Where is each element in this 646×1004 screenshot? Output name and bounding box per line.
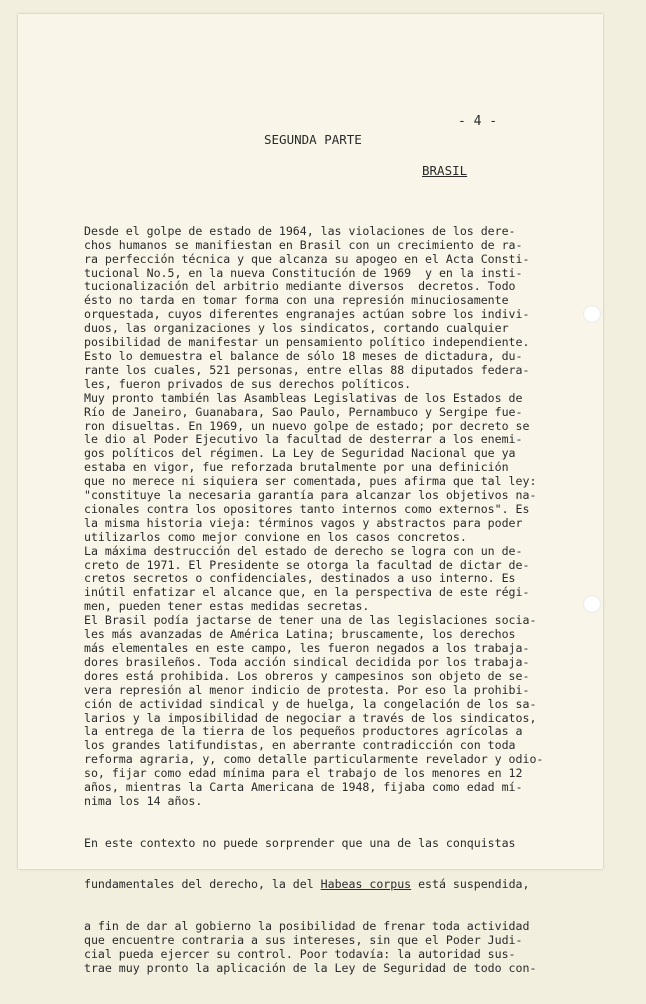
section-title: SEGUNDA PARTE bbox=[264, 132, 362, 147]
body-line: "constituye la necesaria garantía para alcanzar los objetivos na- bbox=[84, 488, 537, 503]
body-line-fragment: está suspendida, bbox=[411, 877, 530, 892]
body-line: les, fueron privados de sus derechos políticos. bbox=[84, 376, 412, 391]
body-line: cretos secretos o confidenciales, destinados a uso interno. Es bbox=[84, 571, 516, 586]
body-line: creto de 1971. El Presidente se otorga la facultad de dictar de- bbox=[84, 557, 530, 572]
body-line: trae muy pronto la aplicación de la Ley de Seguridad de todo con- bbox=[84, 960, 537, 975]
body-line: gos políticos del régimen. La Ley de Seguridad Nacional que ya bbox=[84, 446, 516, 461]
body-line: les más avanzadas de América Latina; bruscamente, los derechos bbox=[84, 627, 516, 642]
body-line: Esto lo demuestra el balance de sólo 18 meses de dictadura, du- bbox=[84, 348, 523, 363]
body-line: la entrega de la tierra de los pequeños productores agrícolas a bbox=[84, 724, 523, 739]
body-line: nima los 14 años. bbox=[84, 793, 203, 808]
body-line: ción de actividad sindical y de huelga, la congelación de los sa- bbox=[84, 696, 537, 711]
punch-hole bbox=[583, 595, 601, 613]
body-line: ra perfección técnica y que alcanza su apogeo en el Acta Consti- bbox=[84, 251, 530, 266]
body-line: estaba en vigor, fue reforzada brutalmente por una definición bbox=[84, 460, 509, 475]
body-line: inútil enfatizar el alcance que, en la perspectiva de este régi- bbox=[84, 585, 530, 600]
body-line: men, pueden tener estas medidas secretas. bbox=[84, 599, 370, 614]
body-line-habeas bbox=[84, 878, 543, 892]
body-line: a fin de dar al gobierno la posibilidad de frenar toda actividad bbox=[84, 919, 530, 934]
body-line: chos humanos se manifiestan en Brasil con un crecimiento de ra- bbox=[84, 237, 523, 252]
body-paragraphs bbox=[84, 225, 543, 809]
body-line: utilizarlos como mejor convione en los casos concretos. bbox=[84, 529, 467, 544]
body-line: le dio al Poder Ejecutivo la facultad de desterrar a los enemi- bbox=[84, 432, 523, 447]
body-line: Muy pronto también las Asambleas Legislativas de los Estados de bbox=[84, 390, 523, 405]
body-line: cial pueda ejercer su control. Poor todavía: la autoridad sus- bbox=[84, 946, 516, 961]
body-line: tucional No.5, en la nueva Constitución de 1969 y en la insti- bbox=[84, 265, 523, 280]
body-line: Desde el golpe de estado de 1964, las violaciones de los dere- bbox=[84, 223, 516, 238]
body-paragraphs-end bbox=[84, 920, 543, 976]
body-line: larios y la imposibilidad de negociar a través de los sindicatos, bbox=[84, 710, 537, 725]
body-line-fragment: fundamentales del derecho, la del bbox=[84, 877, 321, 892]
page-number: - 4 - bbox=[458, 114, 498, 129]
body-line: tucionalización del arbitrio mediante diversos decretos. Todo bbox=[84, 279, 516, 294]
body-line: que no merece ni siquiera ser comentada, pues afirma que tal ley: bbox=[84, 474, 537, 489]
body-line: orquestada, cuyos diferentes engranajes actúan sobre los indivi- bbox=[84, 307, 530, 322]
body-line: cionales contra los opositores tanto internos como externos". Es bbox=[84, 501, 530, 516]
body-line: más elementales en este campo, les fueron negados a los trabaja- bbox=[84, 641, 530, 655]
body-line: rante los cuales, 521 personas, entre ellas 88 diputados federa- bbox=[84, 362, 530, 377]
body-line: que encuentre contraria a sus intereses, sin que el Poder Judi- bbox=[84, 933, 523, 948]
country-title: BRASIL bbox=[422, 163, 468, 178]
body-line: so, fijar como edad mínima para el trabajo de los menores en 12 bbox=[84, 766, 523, 781]
punch-hole bbox=[583, 305, 601, 323]
body-line: posibilidad de manifestar un pensamiento político independiente. bbox=[84, 335, 530, 350]
body-line: años, mientras la Carta Americana de 1948, fijaba como edad mí- bbox=[84, 780, 523, 795]
habeas-corpus-term: Habeas corpus bbox=[320, 877, 412, 892]
body-line: La máxima destrucción del estado de derecho se logra con un de- bbox=[84, 543, 523, 558]
body-line: duos, las organizaciones y los sindicatos, cortando cualquier bbox=[84, 321, 509, 336]
body-line: reforma agraria, y, como detalle particularmente revelador y odio- bbox=[84, 752, 544, 767]
body-line: los grandes latifundistas, en aberrante contradicción con toda bbox=[84, 738, 516, 753]
body-line: Río de Janeiro, Guanabara, Sao Paulo, Pernambuco y Sergipe fue- bbox=[84, 404, 523, 419]
body-line: El Brasil podía jactarse de tener una de las legislaciones socia- bbox=[84, 613, 537, 628]
body-line: vera represión al menor indicio de protesta. Por eso la prohibi- bbox=[84, 682, 530, 697]
body-line: ésto no tarda en tomar forma con una represión minuciosamente bbox=[84, 293, 509, 308]
body-line: la misma historia vieja: términos vagos y abstractos para poder bbox=[84, 515, 523, 530]
body-line: ron disueltas. En 1969, un nuevo golpe de estado; por decreto se bbox=[84, 418, 530, 433]
body-line: dores brasileños. Toda acción sindical decidida por los trabaja- bbox=[84, 654, 530, 669]
document-page bbox=[18, 14, 603, 975]
body-line: dores está prohibida. Los obreros y campesinos son objeto de se- bbox=[84, 668, 530, 683]
body-line: En este contexto no puede sorprender que una de las conquistas bbox=[84, 835, 516, 850]
